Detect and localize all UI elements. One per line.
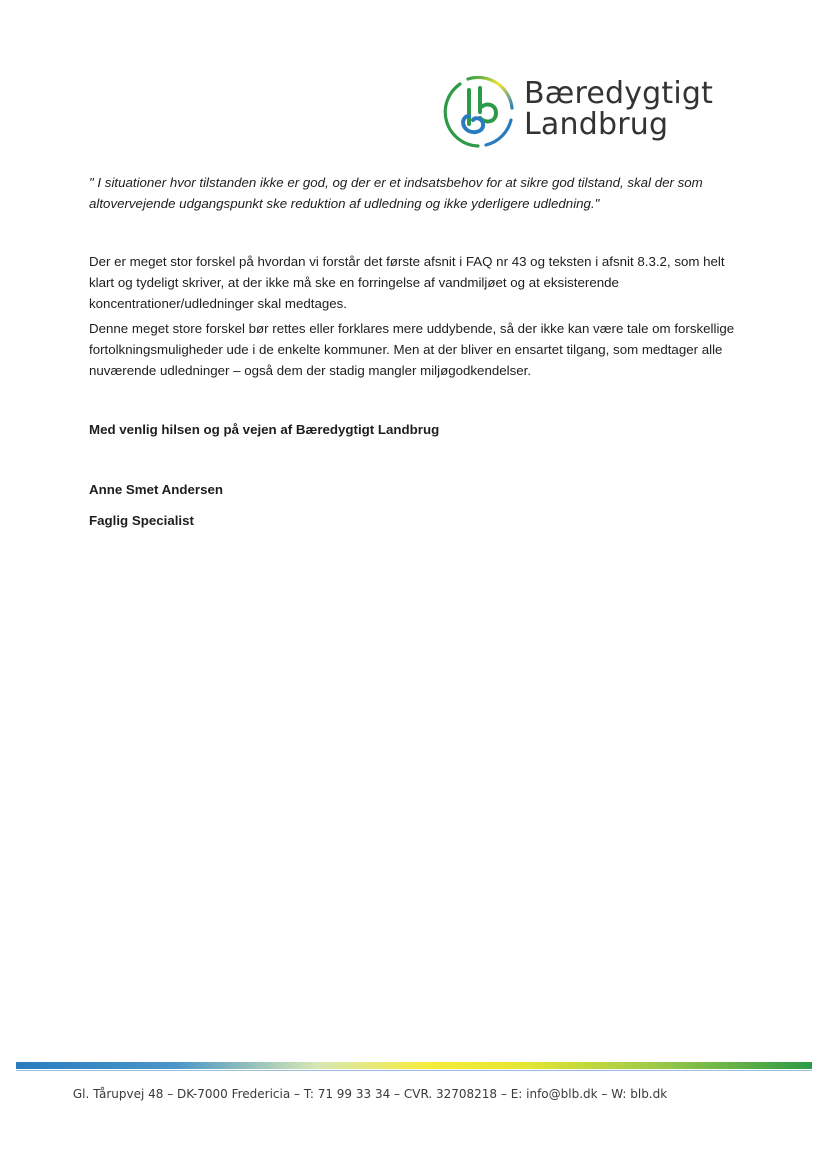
footer-contact: Gl. Tårupvej 48 – DK-7000 Fredericia – T: 71 99 33 34 – CVR. 32708218 – E: info@blb.dk – W: blb.dk xyxy=(72,1087,668,1101)
body-paragraph-1: Der er meget stor forskel på hvordan vi forstår det første afsnit i FAQ nr 43 og teksten i afsnit 8.3.2, som helt klart og tydeligt skriver, at der ikke må ske en forringelse af vandmiljøet og at eksisterende koncentrationer/udledninger skal medtages. xyxy=(89,254,725,311)
closing-line: Med venlig hilsen og på vejen af Bæredygtigt Landbrug xyxy=(89,422,440,437)
quoted-passage: " I situationer hvor tilstanden ikke er god, og der er et indsatsbehov for at sikre god tilstand, skal der som altovervejende udgangspunkt ske reduktion af udledning og ikke yderligere udledning." xyxy=(89,175,703,211)
footer-color-bar xyxy=(16,1062,812,1069)
blb-logo-icon xyxy=(438,72,518,152)
footer-divider xyxy=(16,1070,812,1071)
signature-name: Anne Smet Andersen xyxy=(89,482,223,497)
brand-name-line2: Landbrug xyxy=(524,107,669,142)
brand-logo xyxy=(438,72,714,152)
brand-name-line1: Bæredygtigt xyxy=(524,76,714,111)
body-paragraph-2: Denne meget store forskel bør rettes eller forklares mere uddybende, så der ikke kan være tale om forskellige fortolkningsmuligheder ude i de enkelte kommuner. Men at der bliver en ensartet tilgang, som medtager alle nuværende udledninger – også dem der stadig mangler miljøgodkendelser. xyxy=(89,321,735,378)
brand-name xyxy=(524,78,713,140)
signature-title: Faglig Specialist xyxy=(89,513,194,528)
